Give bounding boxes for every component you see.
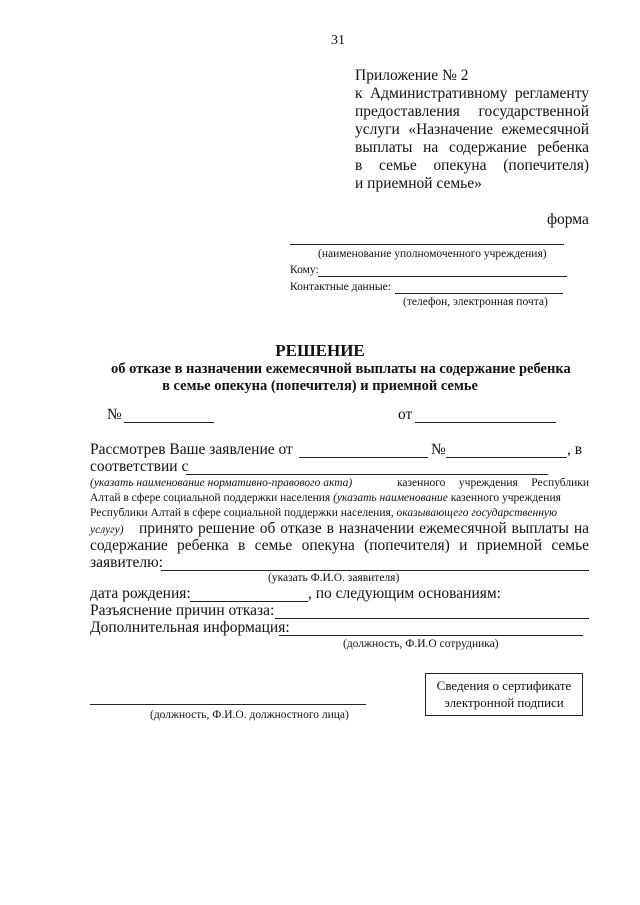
certificate-line-1: Сведения о сертификате	[436, 678, 572, 693]
word: семье	[551, 537, 590, 554]
word: опекуна	[301, 537, 355, 554]
body-line-4-italic: (указать наименование	[333, 492, 448, 504]
applicant-field	[161, 570, 589, 571]
word: «Назначение	[408, 121, 493, 138]
word: на	[573, 520, 590, 537]
word: ребенка	[177, 537, 229, 554]
body-line-6	[139, 520, 589, 538]
grounds-label: , по следующим основаниям:	[308, 585, 501, 602]
word: отказе	[280, 520, 322, 537]
body-applicant-label: заявителю:	[90, 554, 164, 571]
body-line-4	[90, 492, 561, 504]
legal-act-caption: (указать наименование нормативно-правового акта)	[90, 477, 353, 489]
certificate-line-2: электронной подписи	[444, 695, 564, 710]
word: опекуна	[433, 157, 487, 174]
application-date-field	[299, 457, 428, 458]
appendix-line-4	[355, 139, 589, 157]
body-line-5-a: Республики Алтай в сфере социальной поддержки населения,	[90, 507, 394, 519]
body-line-5	[90, 507, 557, 519]
word: предоставления	[355, 103, 460, 120]
refusal-reasons-label: Разъяснение причин отказа:	[90, 602, 275, 619]
organization-field	[290, 244, 564, 245]
page-number: 31	[331, 33, 345, 48]
contacts-caption: (телефон, электронная почта)	[403, 296, 548, 308]
to-field	[318, 276, 567, 277]
word: ежемесячной	[501, 121, 590, 138]
document-subtitle-1: об отказе в назначении ежемесячной выплаты на содержание ребенка	[111, 361, 571, 377]
body-in-label: , в	[567, 441, 583, 458]
word: в	[355, 157, 363, 174]
form-label: форма	[547, 211, 589, 228]
appendix-line-1	[355, 85, 589, 103]
date-field	[415, 422, 556, 423]
organization-caption: (наименование уполномоченного учреждения)	[318, 248, 547, 260]
body-line-5-italic: оказывающего государственную	[396, 507, 558, 519]
word: услуги	[355, 121, 400, 138]
number-label: №	[107, 406, 122, 423]
appendix-title: Приложение № 2	[355, 67, 469, 84]
contacts-field	[395, 293, 563, 294]
document-subtitle-2: в семье опекуна (попечителя) и приемной семье	[162, 378, 478, 394]
application-number-field	[446, 457, 567, 458]
word: выплаты	[355, 139, 413, 156]
number-field	[124, 422, 214, 423]
word: семье	[254, 537, 293, 554]
appendix-line-5	[355, 157, 589, 175]
word: приемной	[476, 537, 543, 554]
applicant-caption: (указать Ф.И.О. заявителя)	[268, 572, 400, 584]
birth-date-label: дата рождения:	[90, 585, 191, 602]
word: к	[355, 85, 363, 102]
appendix-line-3	[355, 121, 589, 139]
refusal-reasons-field	[275, 618, 589, 619]
body-according: соответствии с	[90, 458, 189, 475]
certificate-box	[425, 673, 583, 716]
word: Административному	[369, 85, 508, 102]
word: в	[326, 520, 334, 537]
word: Республики	[531, 477, 589, 489]
date-label: от	[398, 406, 413, 423]
word: учреждения	[458, 477, 518, 489]
body-line-3-tail	[397, 477, 589, 489]
word: и	[459, 537, 468, 554]
to-label: Кому:	[290, 264, 319, 276]
appendix-line-2	[355, 103, 589, 121]
word: принято	[139, 520, 194, 537]
signature-field	[90, 704, 366, 705]
body-line-4-a: Алтай в сфере социальной поддержки населения	[90, 492, 331, 504]
additional-info-label: Дополнительная информация:	[90, 619, 290, 636]
contacts-label: Контактные данные:	[290, 281, 391, 293]
word: (попечителя)	[364, 537, 450, 554]
body-number-label: №	[431, 441, 446, 458]
additional-info-field	[279, 635, 583, 636]
word: ребенка	[537, 139, 590, 156]
word: казенного	[397, 477, 446, 489]
word: в	[238, 537, 246, 554]
word: выплаты	[511, 520, 569, 537]
word: (попечителя)	[503, 157, 589, 174]
legal-act-field	[186, 474, 548, 475]
employee-caption: (должность, Ф.И.О сотрудника)	[343, 638, 499, 650]
body-line-4-b: казенного учреждения	[450, 492, 561, 504]
word: ежемесячной	[419, 520, 507, 537]
word: государственной	[478, 103, 589, 120]
body-line-6-italic: услугу)	[90, 524, 124, 536]
document-title: РЕШЕНИЕ	[275, 341, 365, 360]
signature-caption: (должность, Ф.И.О. должностного лица)	[150, 709, 349, 721]
word: решение	[197, 520, 255, 537]
word: семье	[379, 157, 417, 174]
word: на	[423, 139, 439, 156]
word: регламенту	[514, 85, 590, 102]
word: об	[259, 520, 276, 537]
body-considered: Рассмотрев Ваше заявление от	[90, 441, 293, 458]
word: содержание	[448, 139, 527, 156]
word: назначении	[338, 520, 415, 537]
word: содержание	[90, 537, 168, 554]
body-line-7	[90, 537, 589, 555]
appendix-line-6: и приемной семье»	[355, 175, 482, 192]
